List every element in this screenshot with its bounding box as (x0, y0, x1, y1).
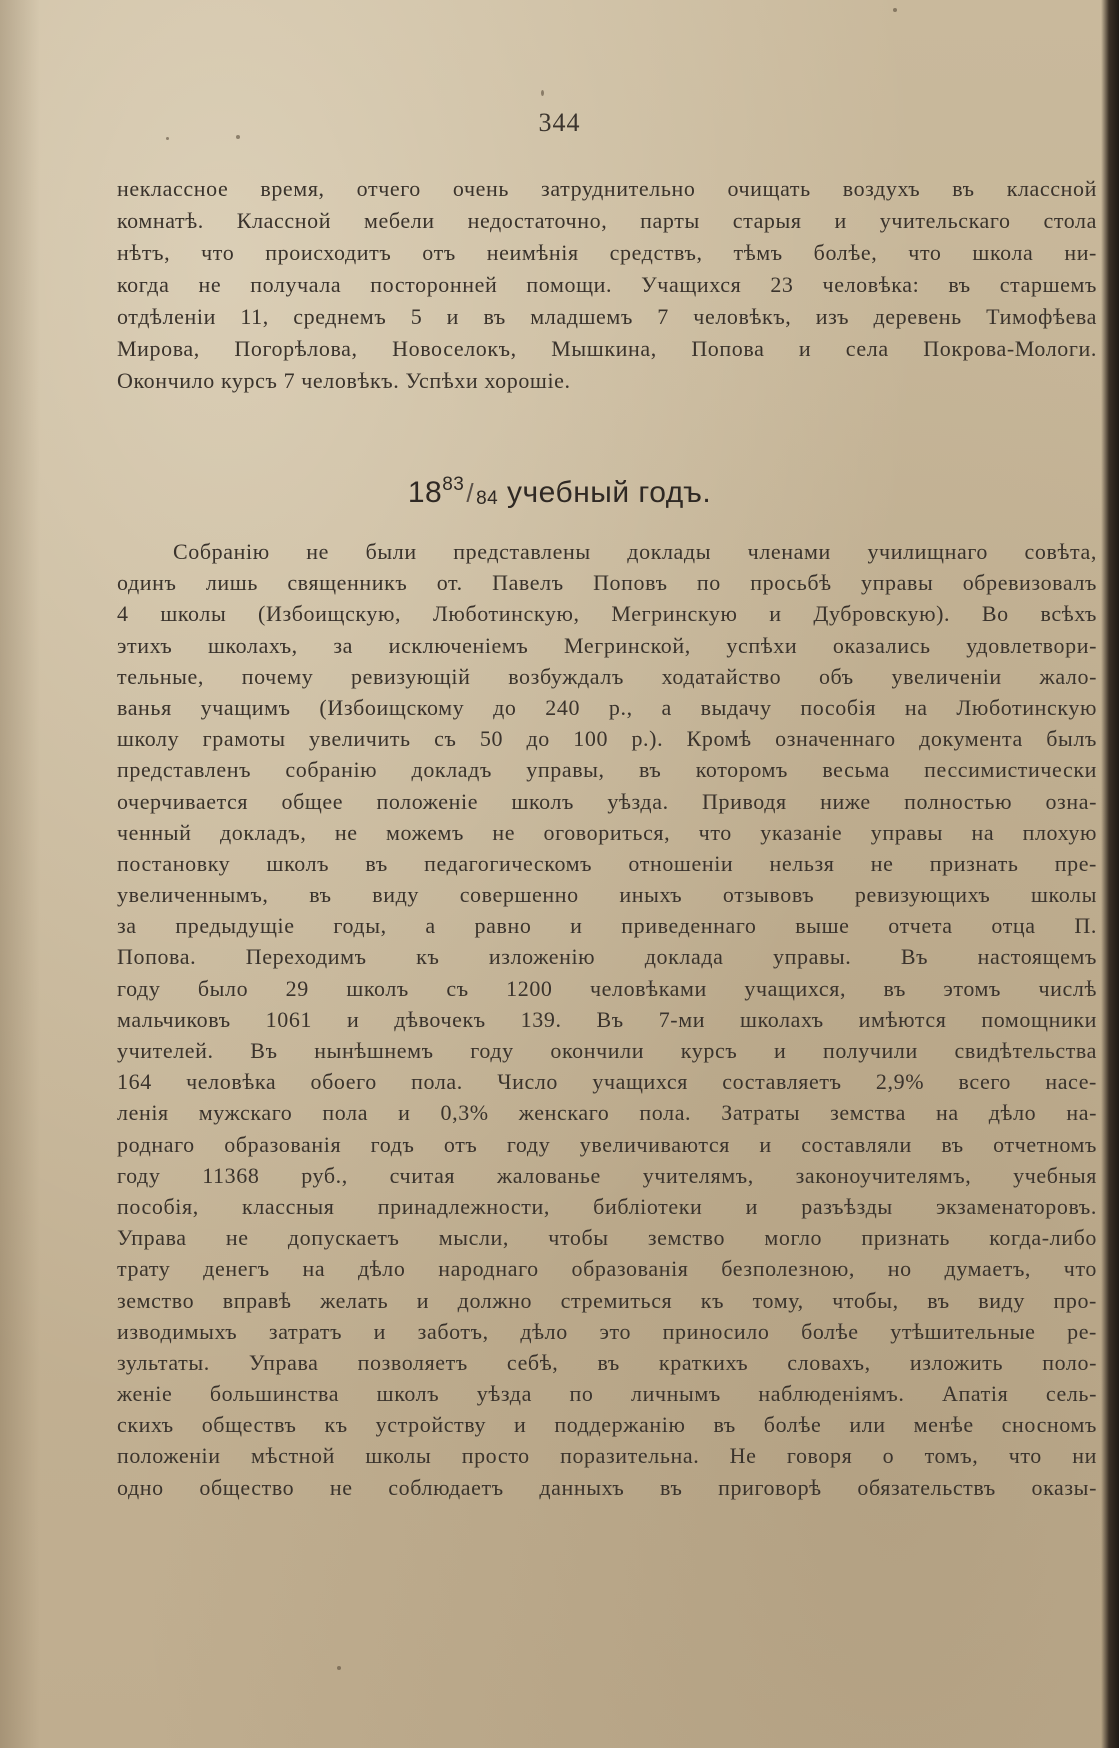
text-line: этихъ школахъ, за исключеніемъ Мегринской, успѣхи оказались удовлетвори- (117, 632, 1097, 658)
heading-slash: / (466, 478, 475, 508)
text-line: Окончило курсъ 7 человѣкъ. Успѣхи хорошіе. (117, 368, 571, 393)
text-line: зультаты. Управа позволяетъ себѣ, въ краткихъ словахъ, изложить поло- (117, 1349, 1097, 1375)
text-line: школу грамоты увеличить съ 50 до 100 р.). Кромѣ означеннаго документа былъ (117, 726, 1097, 752)
heading-title: учебный годъ. (498, 476, 712, 509)
page-gutter-shadow (0, 0, 40, 1748)
paragraph-school-report (117, 173, 1097, 397)
text-line: за предыдущіе годы, а равно и приведеннаго выше отчета отца П. (117, 913, 1097, 939)
section-heading (0, 474, 1119, 510)
text-line: изводимыхъ затратъ и заботъ, дѣло это приносило болѣе утѣшительные ре- (117, 1318, 1097, 1344)
text-line: тельные, почему ревизующій возбуждалъ ходатайство объ увеличеніи жало- (117, 663, 1097, 689)
paper-speck (337, 1666, 341, 1670)
text-line: 164 человѣка обоего пола. Число учащихся составляетъ 2,9% всего насе- (117, 1069, 1097, 1095)
text-line: комнатѣ. Классной мебели недостаточно, парты старыя и учительскаго стола (117, 208, 1097, 233)
text-line: 4 школы (Избоищскую, Люботинскую, Мегринскую и Дубровскую). Во всѣхъ (117, 601, 1097, 627)
text-line: Попова. Переходимъ къ изложенію доклада управы. Въ настоящемъ (117, 944, 1097, 970)
text-line: постановку школъ въ педагогическомъ отношеніи нельзя не признать пре- (117, 850, 1097, 876)
heading-year-sub: 84 (476, 488, 499, 509)
text-line: отдѣленіи 11, среднемъ 5 и въ младшемъ 7 человѣкъ, изъ деревень Тимофѣева (117, 304, 1097, 329)
text-line: ванья учащимъ (Избоищскому до 240 р., а выдачу пособія на Люботинскую (117, 694, 1097, 720)
text-line: мальчиковъ 1061 и дѣвочекъ 139. Въ 7-ми школахъ имѣются помощники (117, 1006, 1097, 1032)
text-line: когда не получала посторонней помощи. Учащихся 23 человѣка: въ старшемъ (117, 272, 1097, 297)
text-line: нѣтъ, что происходитъ отъ неимѣнія средствъ, тѣмъ болѣе, что школа ни- (117, 240, 1097, 265)
page-edge-shadow (1101, 0, 1119, 1748)
text-line: трату денегъ на дѣло народнаго образованія безполезною, но думаетъ, что (117, 1256, 1097, 1282)
text-line: увеличеннымъ, въ виду совершенно иныхъ отзывовъ ревизующихъ школы (117, 882, 1097, 908)
text-line: положеніи мѣстной школы просто поразительна. Не говоря о томъ, что ни (117, 1443, 1097, 1469)
text-line: Мирова, Погорѣлова, Новоселокъ, Мышкина, Попова и села Покрова-Мологи. (117, 336, 1097, 361)
page-number: 344 (538, 108, 581, 137)
paragraph-school-year-report (117, 536, 1097, 1503)
text-line: роднаго образованія годъ отъ году увеличиваются и составляли въ отчетномъ (117, 1131, 1097, 1157)
paper-speck (541, 90, 544, 96)
paper-speck (893, 8, 897, 12)
text-line: ченный докладъ, не можемъ не оговориться, что указаніе управы на плохую (117, 819, 1097, 845)
text-line: учителей. Въ нынѣшнемъ году окончили курсъ и получили свидѣтельства (117, 1038, 1097, 1063)
text-line: представленъ собранію докладъ управы, въ которомъ весьма пессимистически (117, 757, 1097, 783)
text-line: одно общество не соблюдаетъ данныхъ въ приговорѣ обязательствъ оказы- (117, 1474, 1097, 1500)
text-line: Собранію не были представлены доклады членами училищнаго совѣта, (173, 539, 1097, 564)
text-line: очерчивается общее положеніе школъ уѣзда. Приводя ниже полностью озна- (117, 788, 1097, 814)
text-line: ленія мужскаго пола и 0,3% женскаго пола. Затраты земства на дѣло на- (117, 1100, 1097, 1126)
text-line: году было 29 школъ съ 1200 человѣками учащихся, въ этомъ числѣ (117, 975, 1097, 1001)
text-line: скихъ обществъ къ устройству и поддержанію въ болѣе или менѣе сносномъ (117, 1412, 1097, 1438)
text-line: Управа не допускаетъ мысли, чтобы земство могло признать когда-либо (117, 1225, 1097, 1251)
text-line: женіе большинства школъ уѣзда по личнымъ наблюденіямъ. Апатія сель- (117, 1381, 1097, 1407)
text-line: неклассное время, отчего очень затруднительно очищать воздухъ въ классной (117, 176, 1097, 201)
text-line: земство вправѣ желать и должно стремиться къ тому, чтобы, въ виду про- (117, 1287, 1097, 1313)
text-line: пособія, классныя принадлежности, библіотеки и разъѣзды экзаменаторовъ. (117, 1193, 1097, 1219)
text-line: одинъ лишь священникъ от. Павелъ Поповъ по просьбѣ управы обревизовалъ (117, 570, 1097, 596)
heading-year-sup: 83 (442, 474, 465, 495)
heading-year: 18 (407, 476, 443, 509)
text-line: году 11368 руб., считая жалованье учителямъ, законоучителямъ, учебныя (117, 1162, 1097, 1188)
